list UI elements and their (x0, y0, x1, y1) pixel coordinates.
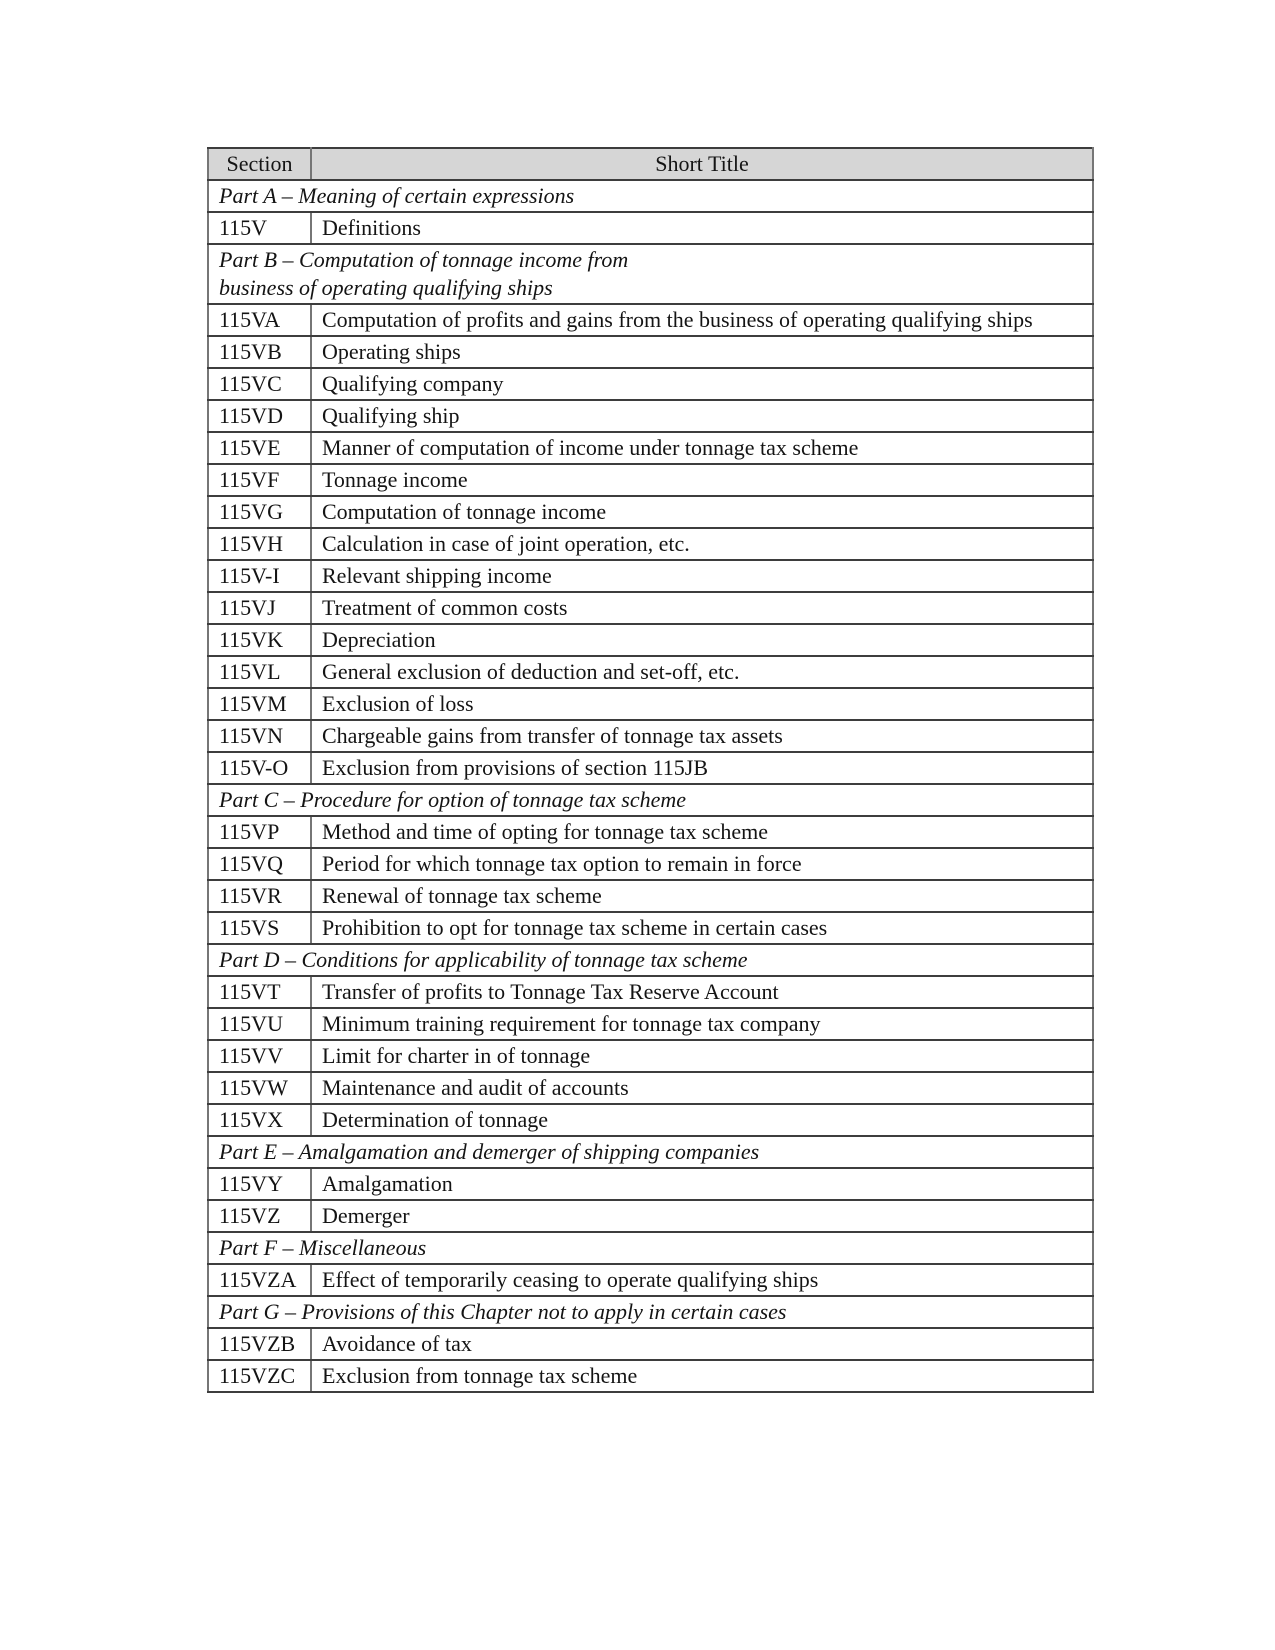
table-row (208, 1328, 1093, 1360)
part-header-text (208, 244, 1093, 304)
short-title-cell: Period for which tonnage tax option to remain in force (311, 848, 1093, 880)
section-cell: 115VT (208, 976, 311, 1008)
short-title-cell: Qualifying ship (311, 400, 1093, 432)
short-title-cell: Maintenance and audit of accounts (311, 1072, 1093, 1104)
short-title-cell: Avoidance of tax (311, 1328, 1093, 1360)
section-cell: 115VC (208, 368, 311, 400)
section-cell: 115VN (208, 720, 311, 752)
part-header-line: Part E – Amalgamation and demerger of shipping companies (219, 1139, 760, 1164)
table-row (208, 464, 1093, 496)
short-title-cell: Depreciation (311, 624, 1093, 656)
section-cell: 115VL (208, 656, 311, 688)
short-title-cell: Determination of tonnage (311, 1104, 1093, 1136)
section-cell: 115VK (208, 624, 311, 656)
table-row (208, 560, 1093, 592)
short-title-cell: Definitions (311, 212, 1093, 244)
part-header-row (208, 1136, 1093, 1168)
part-header-row (208, 180, 1093, 212)
section-cell: 115VJ (208, 592, 311, 624)
short-title-cell: Computation of profits and gains from the business of operating qualifying ships (311, 304, 1093, 336)
table-row (208, 1168, 1093, 1200)
part-header-row (208, 784, 1093, 816)
short-title-cell: Minimum training requirement for tonnage tax company (311, 1008, 1093, 1040)
section-cell: 115VE (208, 432, 311, 464)
short-title-cell: Tonnage income (311, 464, 1093, 496)
part-header-row (208, 244, 1093, 304)
table-row (208, 1200, 1093, 1232)
section-cell: 115VS (208, 912, 311, 944)
sections-table (207, 147, 1094, 1393)
table-row (208, 1360, 1093, 1392)
table-row (208, 1264, 1093, 1296)
section-cell: 115VX (208, 1104, 311, 1136)
table-row (208, 912, 1093, 944)
section-cell: 115VM (208, 688, 311, 720)
section-cell: 115VQ (208, 848, 311, 880)
section-cell: 115VZC (208, 1360, 311, 1392)
table-row (208, 1104, 1093, 1136)
part-header-text (208, 1232, 1093, 1264)
short-title-cell: Limit for charter in of tonnage (311, 1040, 1093, 1072)
table-row (208, 656, 1093, 688)
section-cell: 115V-O (208, 752, 311, 784)
section-cell: 115V (208, 212, 311, 244)
table-row (208, 1072, 1093, 1104)
table-row (208, 688, 1093, 720)
section-cell: 115VA (208, 304, 311, 336)
table-row (208, 212, 1093, 244)
part-header-text (208, 1136, 1093, 1168)
part-header-line: Part G – Provisions of this Chapter not to apply in certain cases (219, 1299, 787, 1324)
section-cell: 115VB (208, 336, 311, 368)
short-title-cell: General exclusion of deduction and set-off, etc. (311, 656, 1093, 688)
short-title-cell: Calculation in case of joint operation, etc. (311, 528, 1093, 560)
table-row (208, 880, 1093, 912)
short-title-cell: Exclusion of loss (311, 688, 1093, 720)
short-title-cell: Operating ships (311, 336, 1093, 368)
short-title-cell: Effect of temporarily ceasing to operate qualifying ships (311, 1264, 1093, 1296)
table-row (208, 400, 1093, 432)
part-header-line: Part A – Meaning of certain expressions (219, 183, 575, 208)
part-header-text (208, 1296, 1093, 1328)
section-cell: 115VG (208, 496, 311, 528)
short-title-cell: Method and time of opting for tonnage tax scheme (311, 816, 1093, 848)
table-row (208, 752, 1093, 784)
table-row (208, 528, 1093, 560)
part-header-line: Part F – Miscellaneous (219, 1235, 427, 1260)
part-header-line: Part C – Procedure for option of tonnage tax scheme (219, 787, 687, 812)
table-row (208, 496, 1093, 528)
table-body (208, 180, 1093, 1392)
short-title-cell: Exclusion from provisions of section 115JB (311, 752, 1093, 784)
section-cell: 115VR (208, 880, 311, 912)
table-row (208, 592, 1093, 624)
short-title-cell: Amalgamation (311, 1168, 1093, 1200)
part-header-text (208, 180, 1093, 212)
part-header-row (208, 1232, 1093, 1264)
short-title-cell: Qualifying company (311, 368, 1093, 400)
column-header-section: Section (208, 148, 311, 180)
section-cell: 115VP (208, 816, 311, 848)
section-cell: 115VZ (208, 1200, 311, 1232)
short-title-cell: Manner of computation of income under tonnage tax scheme (311, 432, 1093, 464)
table-row (208, 1008, 1093, 1040)
table-row (208, 432, 1093, 464)
part-header-line: Part B – Computation of tonnage income from (219, 247, 629, 272)
section-cell: 115VU (208, 1008, 311, 1040)
short-title-cell: Chargeable gains from transfer of tonnage tax assets (311, 720, 1093, 752)
short-title-cell: Prohibition to opt for tonnage tax scheme in certain cases (311, 912, 1093, 944)
table-row (208, 336, 1093, 368)
table-row (208, 816, 1093, 848)
section-cell: 115VZB (208, 1328, 311, 1360)
section-cell: 115V-I (208, 560, 311, 592)
part-header-text (208, 944, 1093, 976)
short-title-cell: Exclusion from tonnage tax scheme (311, 1360, 1093, 1392)
short-title-cell: Computation of tonnage income (311, 496, 1093, 528)
short-title-cell: Renewal of tonnage tax scheme (311, 880, 1093, 912)
part-header-line: business of operating qualifying ships (219, 275, 553, 300)
table-header-row (208, 148, 1093, 180)
section-cell: 115VH (208, 528, 311, 560)
section-cell: 115VW (208, 1072, 311, 1104)
part-header-line: Part D – Conditions for applicability of tonnage tax scheme (219, 947, 748, 972)
section-cell: 115VZA (208, 1264, 311, 1296)
table-row (208, 848, 1093, 880)
part-header-text (208, 784, 1093, 816)
section-cell: 115VD (208, 400, 311, 432)
table-row (208, 624, 1093, 656)
table-row (208, 976, 1093, 1008)
short-title-cell: Relevant shipping income (311, 560, 1093, 592)
table-row (208, 304, 1093, 336)
table-row (208, 720, 1093, 752)
section-cell: 115VV (208, 1040, 311, 1072)
part-header-row (208, 1296, 1093, 1328)
table-row (208, 368, 1093, 400)
short-title-cell: Demerger (311, 1200, 1093, 1232)
part-header-row (208, 944, 1093, 976)
table-row (208, 1040, 1093, 1072)
section-cell: 115VY (208, 1168, 311, 1200)
short-title-cell: Transfer of profits to Tonnage Tax Reserve Account (311, 976, 1093, 1008)
section-cell: 115VF (208, 464, 311, 496)
short-title-cell: Treatment of common costs (311, 592, 1093, 624)
column-header-short-title: Short Title (311, 148, 1093, 180)
